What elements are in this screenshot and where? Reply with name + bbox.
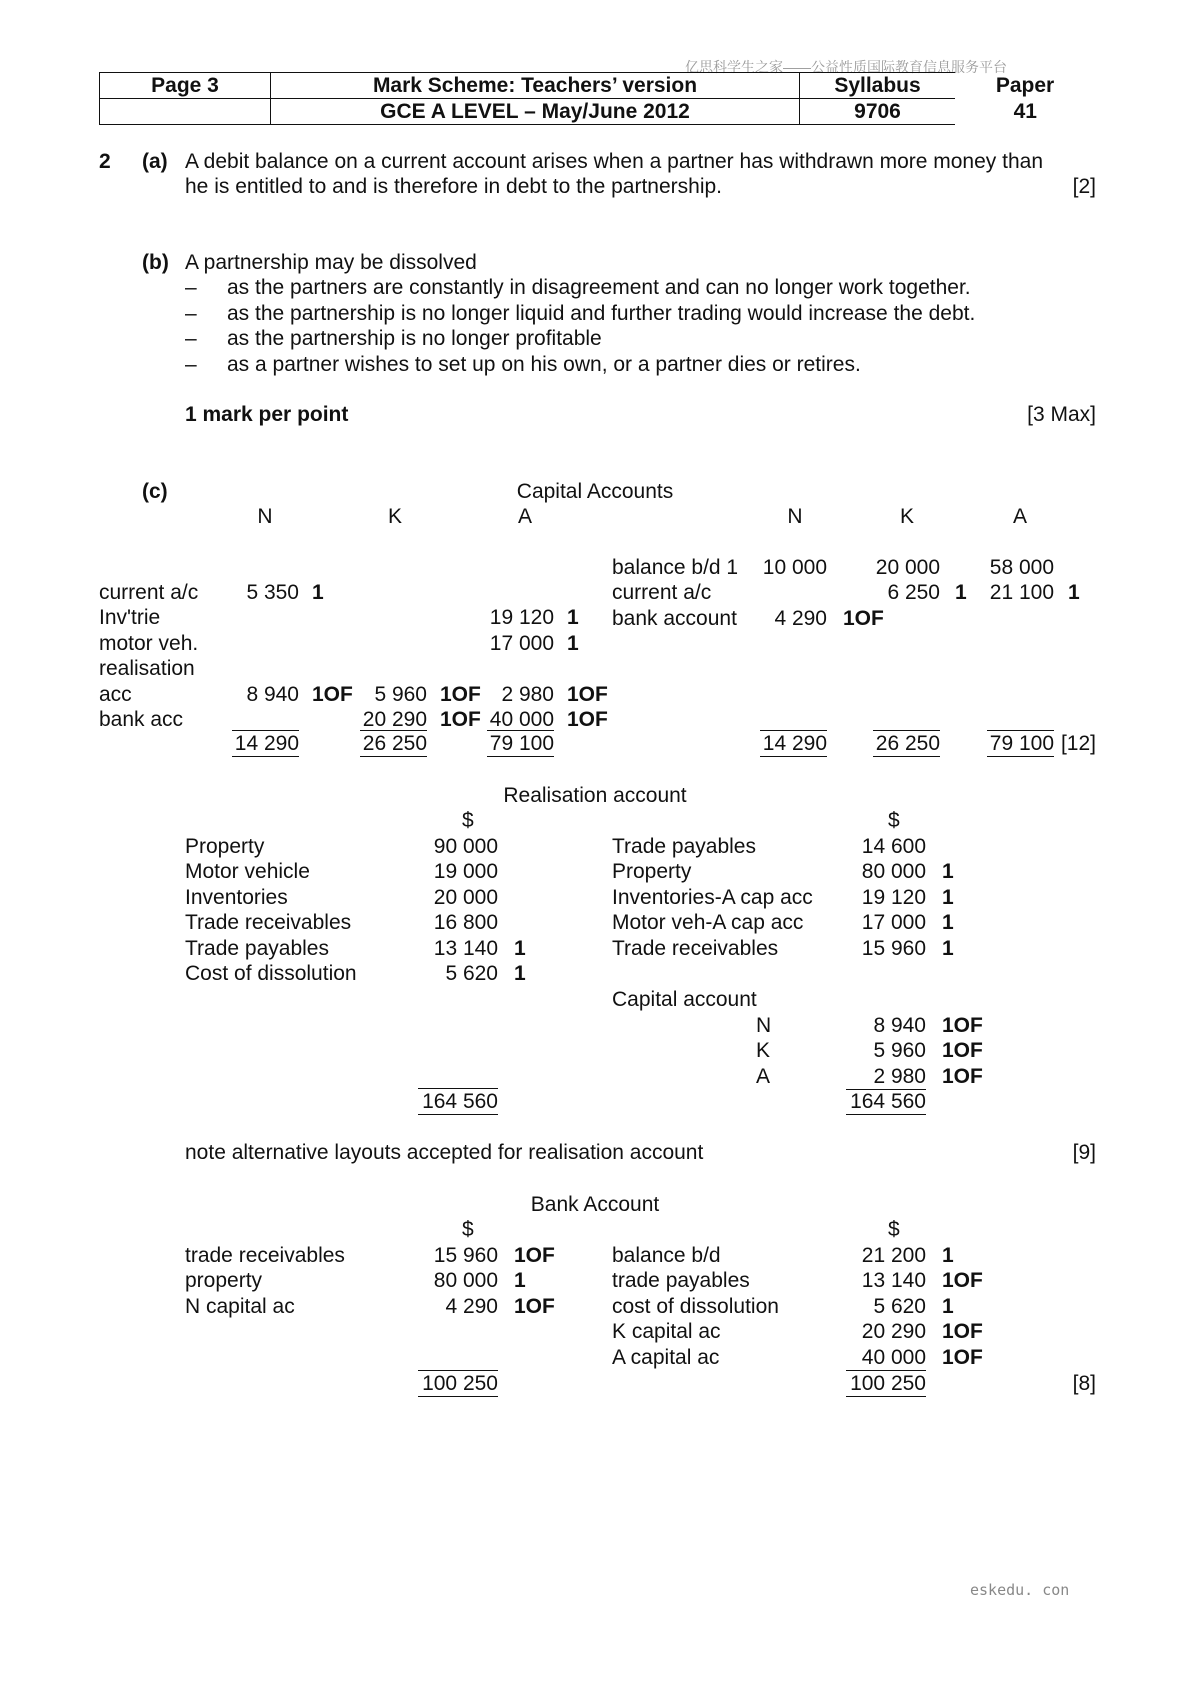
realisation-credit-label: Motor veh-A cap acc: [612, 911, 804, 934]
capital-total-n-credit: 14 290: [760, 732, 827, 757]
realisation-credit-value: 80 000: [861, 860, 926, 883]
realisation-debit-label: Motor vehicle: [185, 860, 310, 883]
bank-credit-value: 20 290: [861, 1320, 926, 1343]
realisation-capital-value: 2 980: [846, 1065, 926, 1090]
capital-col-n-debit: N: [257, 505, 273, 528]
header-title: Mark Scheme: Teachers’ version: [271, 73, 800, 99]
realisation-credit-value: 15 960: [861, 937, 926, 960]
header-table: [99, 72, 1096, 125]
capital-col-k-credit: K: [899, 505, 914, 528]
bank-credit-mark: 1OF: [942, 1346, 983, 1369]
realisation-credit-label: Trade payables: [612, 835, 756, 858]
capital-debit-n-value: 5 350: [246, 581, 299, 604]
capital-total-a-debit: 79 100: [487, 732, 554, 757]
capital-credit-n-value: 10 000: [762, 556, 827, 579]
capital-credit-n-value: 4 290: [774, 607, 827, 630]
capital-credit-label: current a/c: [612, 581, 712, 604]
bank-credit-label: A capital ac: [612, 1346, 720, 1369]
bank-credit-value: 21 200: [861, 1244, 926, 1267]
bank-debit-label: N capital ac: [185, 1295, 295, 1318]
capital-col-n-credit: N: [787, 505, 803, 528]
realisation-credit-value: 17 000: [861, 911, 926, 934]
realisation-credit-mark: 1: [942, 860, 954, 883]
total-rule: [873, 730, 940, 731]
realisation-capital-mark: 1OF: [942, 1014, 983, 1037]
realisation-debit-value: 16 800: [433, 911, 498, 934]
capital-credit-a-value: 58 000: [989, 556, 1054, 579]
part-a-label: (a): [142, 150, 168, 173]
capital-debit-a-value: 40 000: [489, 708, 554, 731]
part-b-point: as the partnership is no longer profitable: [227, 327, 602, 350]
bank-credit-mark: 1: [942, 1295, 954, 1318]
realisation-debit-mark: 1: [514, 962, 526, 985]
total-rule: [760, 730, 827, 731]
total-rule: [418, 1088, 498, 1089]
bank-credit-mark: 1: [942, 1244, 954, 1267]
realisation-credit-mark: 1: [942, 937, 954, 960]
realisation-note: note alternative layouts accepted for realisation account: [185, 1141, 704, 1164]
realisation-debit-value: 19 000: [433, 860, 498, 883]
capital-debit-label: bank acc: [99, 708, 184, 731]
bank-total-credit: 100 250: [846, 1372, 926, 1397]
capital-total-a-credit: 79 100: [987, 732, 1054, 757]
realisation-capital-partner: K: [756, 1039, 771, 1062]
currency-label: $: [888, 1218, 900, 1241]
header-exam: GCE A LEVEL – May/June 2012: [271, 99, 800, 125]
capital-col-a-debit: A: [517, 505, 532, 528]
bank-debit-mark: 1OF: [514, 1295, 555, 1318]
capital-credit-a-value: 21 100: [989, 581, 1054, 604]
bank-credit-label: K capital ac: [612, 1320, 721, 1343]
header-empty-cell: [100, 99, 271, 125]
capital-total-k-debit: 26 250: [360, 732, 427, 757]
capital-debit-a-value: 2 980: [501, 683, 554, 706]
capital-credit-k-value: 20 000: [875, 556, 940, 579]
realisation-credit-value: 19 120: [861, 886, 926, 909]
capital-credit-label: balance b/d 1: [612, 556, 739, 579]
capital-debit-a-mark: 1OF: [567, 708, 608, 731]
part-b-marks: [3 Max]: [1027, 403, 1096, 426]
total-rule: [360, 730, 427, 731]
part-a-marks: [2]: [1072, 175, 1096, 198]
header-paper-label: Paper: [995, 73, 1055, 97]
bank-debit-value: 15 960: [433, 1244, 498, 1267]
capital-debit-k-mark: 1OF: [440, 708, 481, 731]
realisation-credit-label: Inventories-A cap acc: [612, 886, 813, 909]
realisation-total-debit: 164 560: [418, 1090, 498, 1115]
realisation-title: Realisation account: [503, 784, 687, 807]
capital-debit-label: motor veh.: [99, 632, 199, 655]
currency-label: $: [888, 809, 900, 832]
part-b-label: (b): [142, 251, 169, 274]
bank-credit-label: cost of dissolution: [612, 1295, 779, 1318]
realisation-credit-value: 14 600: [861, 835, 926, 858]
capital-col-k-debit: K: [387, 505, 402, 528]
capital-debit-a-mark: 1OF: [567, 683, 608, 706]
realisation-capital-mark: 1OF: [942, 1039, 983, 1062]
realisation-capital-partner: N: [756, 1014, 772, 1037]
realisation-total-credit: 164 560: [846, 1090, 926, 1115]
capital-debit-a-mark: 1: [567, 632, 579, 655]
bank-title: Bank Account: [530, 1193, 660, 1216]
currency-label: $: [462, 809, 474, 832]
capital-credit-label: bank account: [612, 607, 737, 630]
dash: –: [185, 353, 197, 376]
capital-debit-n-mark: 1OF: [312, 683, 353, 706]
capital-col-a-credit: A: [1012, 505, 1027, 528]
header-paper: 41: [1013, 99, 1037, 123]
total-rule: [487, 730, 554, 731]
dash: –: [185, 327, 197, 350]
capital-debit-k-value: 5 960: [374, 683, 427, 706]
realisation-debit-label: Property: [185, 835, 265, 858]
bank-credit-label: balance b/d: [612, 1244, 721, 1267]
header-syllabus: 9706: [800, 99, 956, 125]
capital-debit-a-value: 17 000: [489, 632, 554, 655]
capital-credit-k-value: 6 250: [887, 581, 940, 604]
capital-debit-a-mark: 1: [567, 606, 579, 629]
capital-debit-label: current a/c: [99, 581, 199, 604]
bank-debit-label: trade receivables: [185, 1244, 345, 1267]
realisation-debit-value: 5 620: [445, 962, 498, 985]
bank-marks: [8]: [1072, 1372, 1096, 1395]
capital-marks: [12]: [1060, 732, 1096, 755]
realisation-debit-value: 13 140: [433, 937, 498, 960]
realisation-credit-label: Trade receivables: [612, 937, 779, 960]
footer-text: eskedu. con: [970, 1581, 1070, 1599]
bank-debit-value: 4 290: [445, 1295, 498, 1318]
realisation-capital-partner: A: [756, 1065, 771, 1088]
realisation-capital-value: 8 940: [873, 1014, 926, 1037]
part-a-line2: he is entitled to and is therefore in debt to the partnership.: [185, 175, 723, 198]
realisation-debit-label: Cost of dissolution: [185, 962, 357, 985]
total-rule: [418, 1370, 498, 1371]
capital-debit-a-value: 19 120: [489, 606, 554, 629]
capital-total-n-debit: 14 290: [232, 732, 299, 757]
currency-label: $: [462, 1218, 474, 1241]
bank-debit-mark: 1OF: [514, 1244, 555, 1267]
capital-debit-label: acc: [99, 683, 132, 706]
capital-debit-n-value: 8 940: [246, 683, 299, 706]
dash: –: [185, 276, 197, 299]
capital-debit-k-value: 20 290: [362, 708, 427, 731]
realisation-debit-label: Trade payables: [185, 937, 329, 960]
bank-credit-mark: 1OF: [942, 1320, 983, 1343]
watermark-text: 亿思科学生之家——公益性质国际教育信息服务平台: [685, 59, 1007, 75]
bank-debit-value: 80 000: [433, 1269, 498, 1292]
capital-total-k-credit: 26 250: [873, 732, 940, 757]
question-number: 2: [99, 150, 111, 173]
capital-credit-n-mark: 1OF: [843, 607, 884, 630]
realisation-capital-mark: 1OF: [942, 1065, 983, 1088]
dash: –: [185, 302, 197, 325]
capital-debit-k-mark: 1OF: [440, 683, 481, 706]
header-syllabus-label: Syllabus: [800, 73, 956, 99]
realisation-credit-mark: 1: [942, 886, 954, 909]
total-rule: [987, 730, 1054, 731]
bank-total-debit: 100 250: [418, 1372, 498, 1397]
part-b-point: as the partners are constantly in disagreement and can no longer work together.: [227, 276, 971, 299]
part-a-line1: A debit balance on a current account arises when a partner has withdrawn more money than: [185, 150, 1043, 173]
realisation-capital-value: 5 960: [873, 1039, 926, 1062]
realisation-debit-value: 20 000: [433, 886, 498, 909]
realisation-debit-label: Trade receivables: [185, 911, 352, 934]
bank-credit-mark: 1OF: [942, 1269, 983, 1292]
bank-credit-value: 13 140: [861, 1269, 926, 1292]
bank-credit-label: trade payables: [612, 1269, 750, 1292]
bank-debit-mark: 1: [514, 1269, 526, 1292]
part-b-intro: A partnership may be dissolved: [185, 251, 477, 274]
bank-credit-value: 40 000: [846, 1346, 926, 1371]
capital-credit-k-mark: 1: [955, 581, 967, 604]
part-c-label: (c): [142, 480, 168, 503]
part-b-point: as the partnership is no longer liquid and further trading would increase the debt.: [227, 302, 976, 325]
bank-debit-label: property: [185, 1269, 263, 1292]
realisation-marks: [9]: [1072, 1141, 1096, 1164]
part-b-point: as a partner wishes to set up on his own, or a partner dies or retires.: [227, 353, 861, 376]
realisation-credit-mark: 1: [942, 911, 954, 934]
total-rule: [232, 730, 299, 731]
capital-debit-n-mark: 1: [312, 581, 324, 604]
header-page: Page 3: [100, 73, 271, 99]
realisation-debit-label: Inventories: [185, 886, 288, 909]
realisation-capital-label: Capital account: [612, 988, 757, 1011]
part-b-note: 1 mark per point: [185, 403, 349, 426]
bank-credit-value: 5 620: [873, 1295, 926, 1318]
capital-accounts-title: Capital Accounts: [516, 480, 674, 503]
realisation-debit-value: 90 000: [433, 835, 498, 858]
capital-debit-label: Inv'trie: [99, 606, 161, 629]
capital-debit-label: realisation: [99, 657, 195, 680]
realisation-debit-mark: 1: [514, 937, 526, 960]
capital-credit-a-mark: 1: [1068, 581, 1080, 604]
realisation-credit-label: Property: [612, 860, 692, 883]
